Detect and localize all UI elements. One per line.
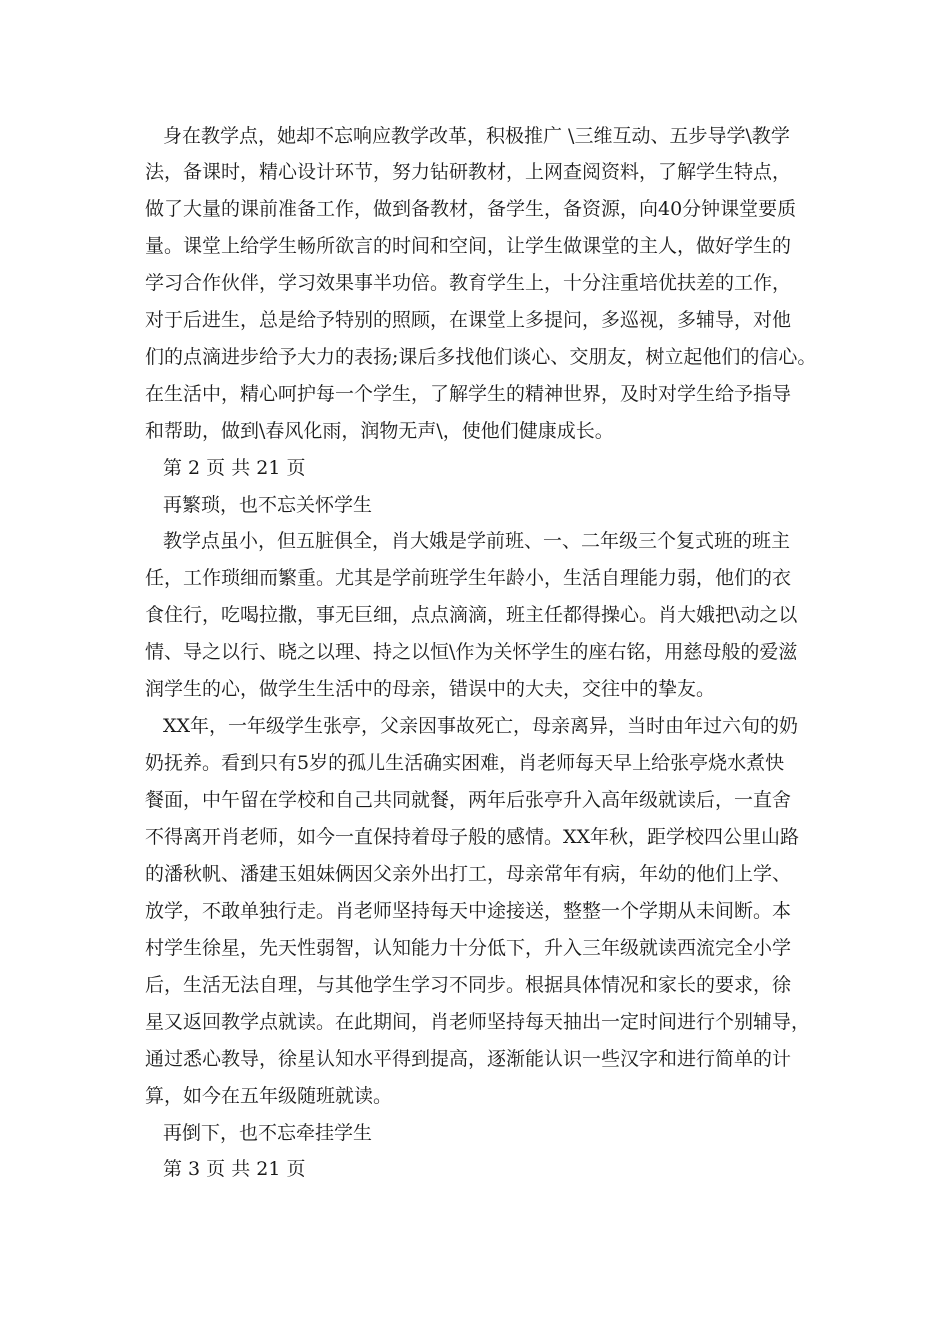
page-number-footer: 第 3 页 共 21 页 (163, 1158, 306, 1180)
section-heading: 再繁琐，也不忘关怀学生 (163, 494, 373, 516)
paragraph-line: 村学生徐星，先天性弱智，认知能力十分低下，升入三年级就读西流完全小学 (145, 937, 792, 959)
paragraph-line: 情、导之以行、晓之以理、持之以恒\作为关怀学生的座右铭，用慈母般的爱滋 (145, 641, 798, 663)
paragraph-line: 通过悉心教导，徐星认知水平得到提高，逐渐能认识一些汉字和进行简单的计 (145, 1048, 792, 1070)
paragraph-line: 在生活中，精心呵护每一个学生，了解学生的精神世界，及时对学生给予指导 (145, 383, 792, 405)
paragraph-line: 后，生活无法自理，与其他学生学习不同步。根据具体情况和家长的要求，徐 (145, 974, 792, 996)
paragraph-line: 算，如今在五年级随班就读。 (145, 1085, 393, 1107)
page-number-footer: 第 2 页 共 21 页 (163, 457, 306, 479)
paragraph-line: 量。课堂上给学生畅所欲言的时间和空间，让学生做课堂的主人，做好学生的 (145, 235, 792, 257)
paragraph-line: 食住行，吃喝拉撒，事无巨细，点点滴滴，班主任都得操心。肖大娥把\动之以 (145, 604, 798, 626)
paragraph-line: 学习合作伙伴，学习效果事半功倍。教育学生上，十分注重培优扶差的工作， (145, 272, 792, 294)
section-heading: 再倒下，也不忘牵挂学生 (163, 1122, 373, 1144)
paragraph-line: 身在教学点，她却不忘响应教学改革，积极推广 \三维互动、五步导学\教学 (163, 125, 790, 147)
paragraph-line: 对于后进生，总是给予特别的照顾，在课堂上多提问，多巡视，多辅导，对他 (145, 309, 792, 331)
paragraph-line: 的潘秋帆、潘建玉姐妹俩因父亲外出打工，母亲常年有病，年幼的他们上学、 (145, 863, 792, 885)
paragraph-line: 奶抚养。看到只有5岁的孤儿生活确实困难，肖老师每天早上给张亭烧水煮快 (145, 752, 785, 774)
paragraph-line: 法，备课时，精心设计环节，努力钻研教材，上网查阅资料，了解学生特点， (145, 161, 792, 183)
paragraph-line: 星又返回教学点就读。在此期间，肖老师坚持每天抽出一定时间进行个别辅导， (145, 1011, 811, 1033)
paragraph-line: 们的点滴进步给予大力的表扬;课后多找他们谈心、交朋友，树立起他们的信心。 (145, 346, 817, 368)
paragraph-line: XX年，一年级学生张亭，父亲因事故死亡，母亲离异，当时由年过六旬的奶 (163, 715, 799, 737)
paragraph-line: 教学点虽小，但五脏俱全，肖大娥是学前班、一、二年级三个复式班的班主 (163, 530, 791, 552)
paragraph-line: 任，工作琐细而繁重。尤其是学前班学生年龄小，生活自理能力弱，他们的衣 (145, 567, 792, 589)
paragraph-line: 润学生的心，做学生生活中的母亲，错误中的大夫，交往中的挚友。 (145, 678, 716, 700)
paragraph-line: 和帮助，做到\春风化雨，润物无声\，使他们健康成长。 (145, 420, 614, 442)
paragraph-line: 做了大量的课前准备工作，做到备教材，备学生，备资源，向40分钟课堂要质 (145, 198, 797, 220)
paragraph-line: 不得离开肖老师，如今一直保持着母子般的感情。XX年秋，距学校四公里山路 (145, 826, 800, 848)
paragraph-line: 餐面，中午留在学校和自己共同就餐，两年后张亭升入高年级就读后，一直舍 (145, 789, 792, 811)
paragraph-line: 放学，不敢单独行走。肖老师坚持每天中途接送，整整一个学期从未间断。本 (145, 900, 792, 922)
